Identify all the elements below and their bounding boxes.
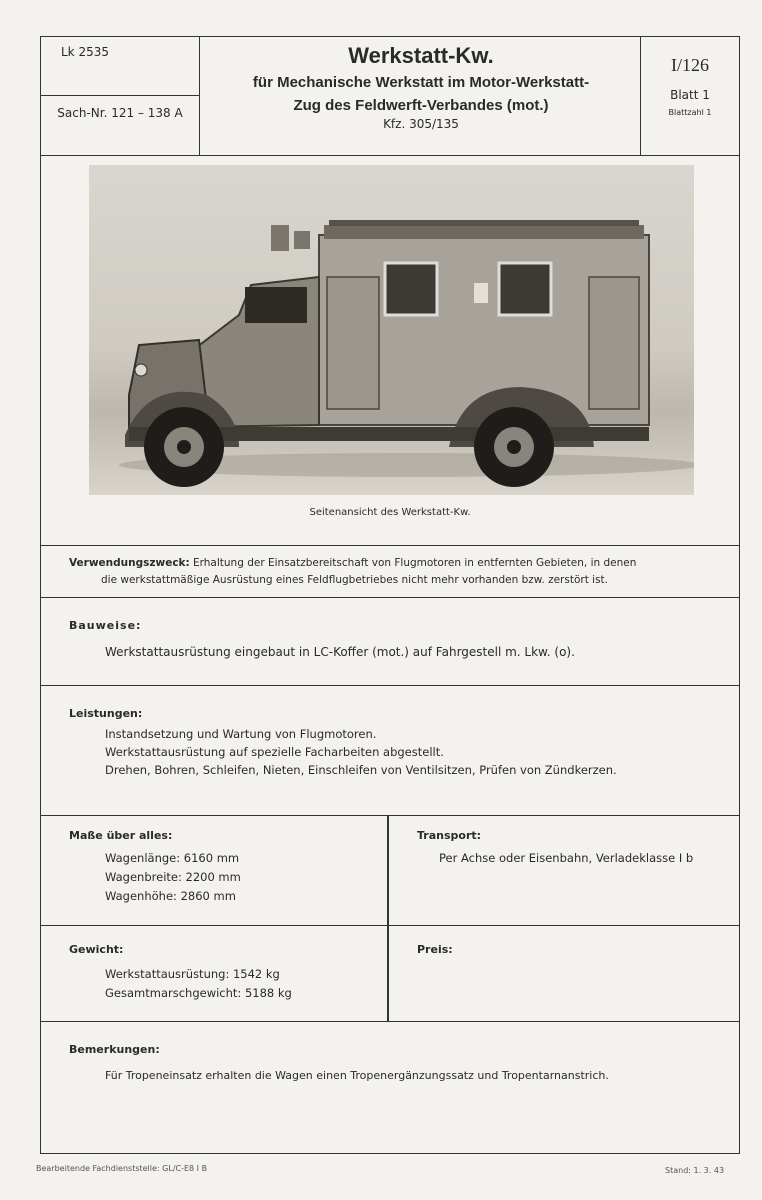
leistungen-label: Leistungen: (69, 707, 143, 720)
bauweise-text: Werkstattausrüstung eingebaut in LC-Koffer (mot.) auf Fahrgestell m. Lkw. (o). (105, 645, 575, 659)
leistungen-item: Drehen, Bohren, Schleifen, Nieten, Einschleifen von Ventilsitzen, Prüfen von Zündkerzen. (105, 763, 617, 777)
gewicht-label: Gewicht: (69, 943, 124, 956)
header-title-block (199, 37, 643, 155)
leistungen-section (41, 685, 739, 816)
leistungen-item: Instandsetzung und Wartung von Flugmotoren. (105, 727, 377, 741)
footer-left: Bearbeitende Fachdienststelle: GL/C-E8 I B (36, 1164, 208, 1173)
bemerkungen-section (41, 1021, 739, 1153)
photo-caption: Seitenansicht des Werkstatt-Kw. (309, 507, 471, 518)
header (41, 37, 739, 156)
truck-illustration (89, 165, 694, 495)
bauweise-section (41, 597, 739, 686)
kfz-number: Kfz. 305/135 (383, 117, 459, 131)
gewicht-item: Werkstattausrüstung: 1542 kg (105, 967, 280, 981)
subtitle-line-2: Zug des Feldwerft-Verbandes (mot.) (293, 97, 549, 114)
column-divider (387, 925, 389, 1021)
gewicht-item: Gesamtmarschgewicht: 5188 kg (105, 986, 292, 1000)
masse-item: Wagenbreite: 2200 mm (105, 870, 241, 884)
photo-section (41, 155, 739, 546)
bauweise-label: Bauweise: (69, 619, 142, 632)
blatt-label: Blatt 1 (670, 88, 710, 102)
masse-transport-section (41, 815, 739, 926)
sheet-number: I/126 (671, 55, 709, 75)
transport-text: Per Achse oder Eisenbahn, Verladeklasse I b (439, 851, 694, 865)
column-divider (387, 815, 389, 925)
bemerkungen-text: Für Tropeneinsatz erhalten die Wagen einen Tropenergänzungssatz und Tropentarnanstrich. (105, 1069, 609, 1082)
masse-item: Wagenhöhe: 2860 mm (105, 889, 236, 903)
preis-label: Preis: (417, 943, 453, 956)
masse-item: Wagenlänge: 6160 mm (105, 851, 240, 865)
verwendung-line-1: Erhaltung der Einsatzbereitschaft von Flugmotoren in entfernten Gebieten, in denen (193, 557, 637, 569)
data-sheet (40, 36, 740, 1154)
verwendung-line-2: die werkstattmäßige Ausrüstung eines Feldflugbetriebes nicht mehr vorhanden bzw. zerstört ist. (101, 574, 608, 586)
verwendung-section (41, 545, 739, 598)
masse-label: Maße über alles: (69, 829, 173, 842)
footer-right: Stand: 1. 3. 43 (665, 1166, 725, 1175)
page-title: Werkstatt-Kw. (348, 43, 494, 68)
truck-photo (89, 165, 694, 495)
header-left (41, 37, 200, 155)
gewicht-preis-section (41, 925, 739, 1022)
verwendung-label: Verwendungszweck: (69, 557, 190, 569)
header-right (640, 37, 739, 155)
leistungen-item: Werkstattausrüstung auf spezielle Facharbeiten abgestellt. (105, 745, 444, 759)
blattzahl-label: Blattzahl 1 (668, 108, 712, 117)
bemerkungen-label: Bemerkungen: (69, 1043, 160, 1056)
sach-number: Sach-Nr. 121 – 138 A (41, 95, 199, 155)
subtitle-line-1: für Mechanische Werkstatt im Motor-Werkstatt- (252, 74, 590, 91)
transport-label: Transport: (417, 829, 482, 842)
lk-number: Lk 2535 (61, 45, 109, 59)
